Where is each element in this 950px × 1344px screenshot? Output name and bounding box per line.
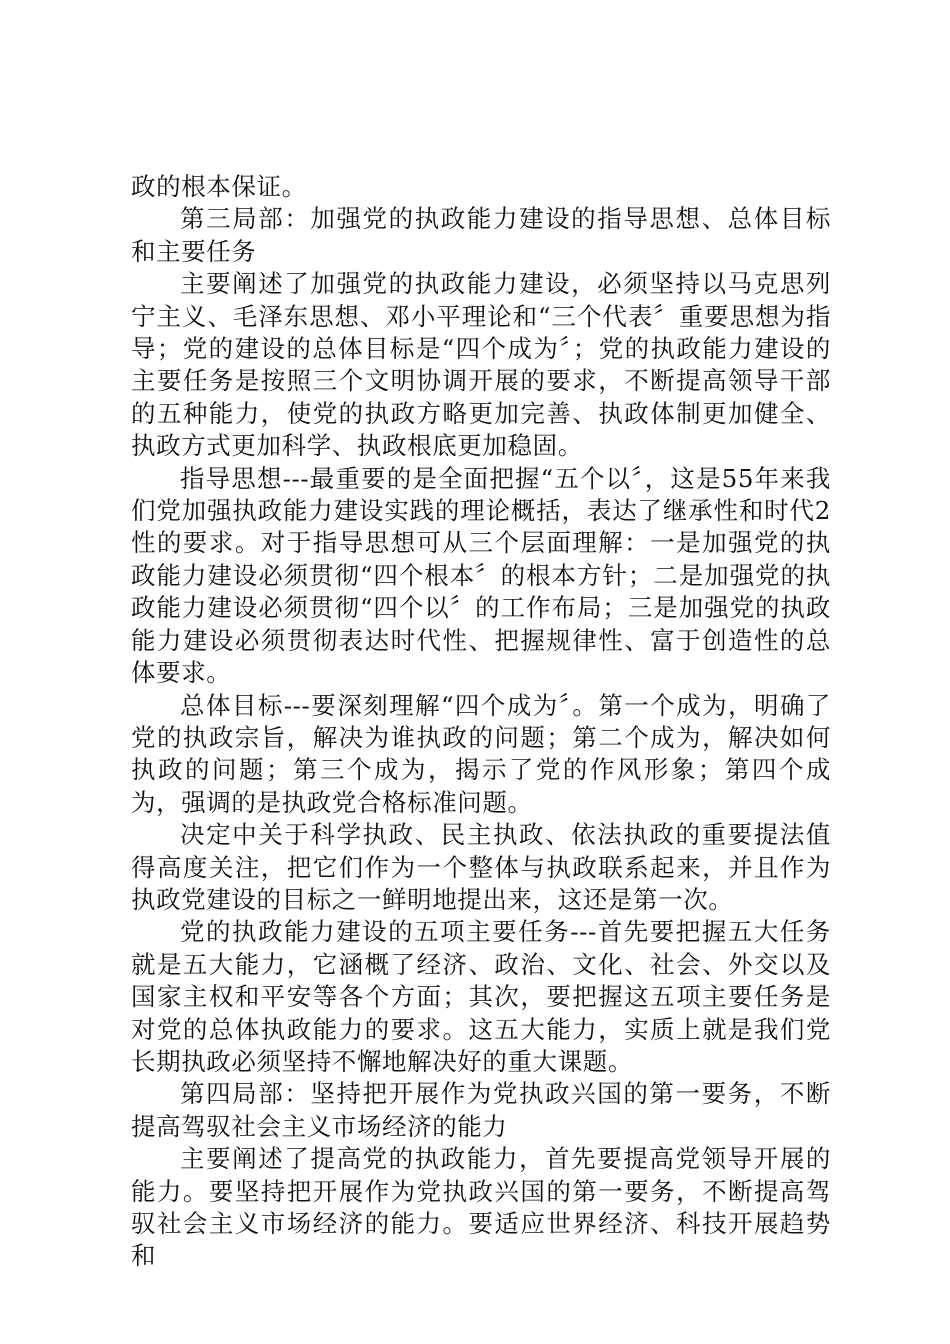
paragraph-continuation: 政的根本保证。 xyxy=(131,172,307,201)
paragraph-decision: 决定中关于科学执政、民主执政、依法执政的重要提法值得高度关注，把它们作为一个整体与执政联系起来，并且作为执政党建设的目标之一鲜明地提出来，这还是第一次。 xyxy=(131,820,831,914)
paragraph-guiding-ideology: 指导思想---最重要的是全面把握“五个以〞，这是55年来我们党加强执政能力建设实践的理论概括，表达了继承性和时代2性的要求。对于指导思想可从三个层面理解：一是加强党的执政能力建设必须贯彻“四个根本〞的根本方针；二是加强党的执政能力建设必须贯彻“四个以〞的工作布局；三是加强党的执政能力建设必须贯彻表达时代性、把握规律性、富于创造性的总体要求。 xyxy=(131,463,831,688)
section-heading-part-four: 第四局部：坚持把开展作为党执政兴国的第一要务，不断提高驾驭社会主义市场经济的能力 xyxy=(131,1079,831,1141)
paragraph-development: 主要阐述了提高党的执政能力，首先要提高党领导开展的能力。要坚持把开展作为党执政兴国的第一要务，不断提高驾驭社会主义市场经济的能力。要适应世界经济、科技开展趋势和 xyxy=(131,1144,831,1271)
paragraph-summary: 主要阐述了加强党的执政能力建设，必须坚持以马克思列宁主义、毛泽东思想、邓小平理论和“三个代表〞重要思想为指导；党的建设的总体目标是“四个成为〞；党的执政能力建设的主要任务是按照三个文明协调开展的要求，不断提高领导干部的五种能力，使党的执政方略更加完善、执政体制更加健全、执政方式更加科学、执政根底更加稳固。 xyxy=(131,269,831,461)
paragraph-five-tasks: 党的执政能力建设的五项主要任务---首先要把握五大任务就是五大能力，它涵概了经济、政治、文化、社会、外交以及国家主权和平安等各个方面；其次，要把握这五项主要任务是对党的总体执政能力的要求。这五大能力，实质上就是我们党长期执政必须坚持不懈地解决好的重大课题。 xyxy=(131,917,831,1076)
document-page xyxy=(131,171,831,1273)
paragraph-overall-goal: 总体目标---要深刻理解“四个成为〞。第一个成为，明确了党的执政宗旨，解决为谁执政的问题；第二个成为，解决如何执政的问题；第三个成为，揭示了党的作风形象；第四个成为，强调的是执政党合格标准问题。 xyxy=(131,690,831,817)
section-heading-part-three: 第三局部：加强党的执政能力建设的指导思想、总体目标和主要任务 xyxy=(131,204,831,266)
